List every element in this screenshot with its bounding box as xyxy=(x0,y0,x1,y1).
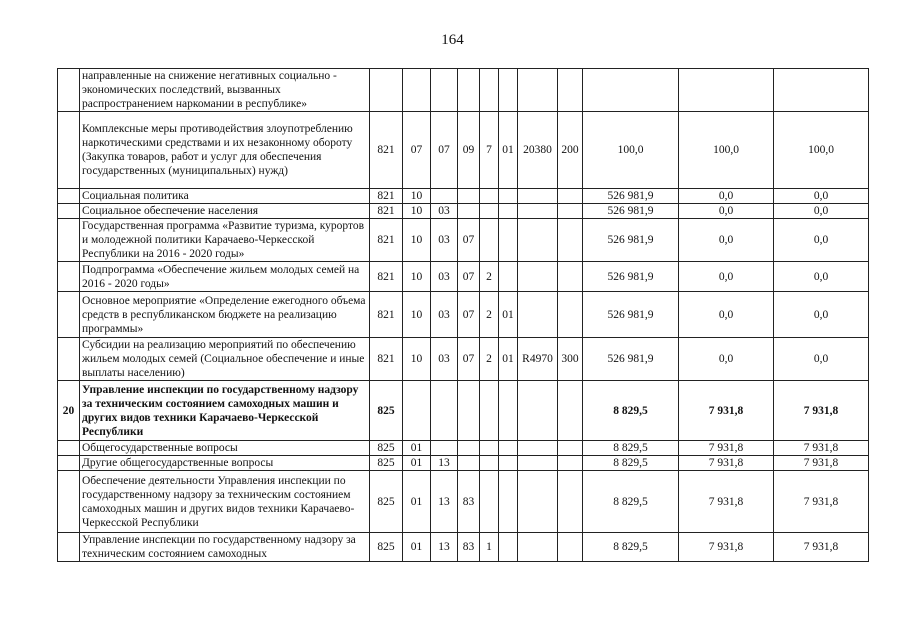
expense-type-code xyxy=(558,204,583,219)
row-number xyxy=(58,69,80,112)
direction-code xyxy=(518,69,558,112)
amount-year-3 xyxy=(774,69,869,112)
row-name: Комплексные меры противодействия злоупотреблению наркотическими средствами и их незаконному обороту (Закупка товаров, работ и услуг для обеспечения государственных (муниципальных) нужд) xyxy=(80,112,370,189)
row-name: Социальная политика xyxy=(80,189,370,204)
row-number xyxy=(58,204,80,219)
event-code xyxy=(499,189,518,204)
grbs-code: 821 xyxy=(370,219,403,262)
amount-year-1: 8 829,5 xyxy=(583,456,679,471)
amount-year-2: 0,0 xyxy=(679,338,774,381)
expense-type-code xyxy=(558,69,583,112)
row-number xyxy=(58,533,80,562)
expense-type-code xyxy=(558,456,583,471)
direction-code xyxy=(518,262,558,292)
row-number xyxy=(58,262,80,292)
section-code: 01 xyxy=(403,471,431,533)
direction-code xyxy=(518,292,558,338)
row-number xyxy=(58,219,80,262)
event-code: 01 xyxy=(499,292,518,338)
subprogram-code xyxy=(480,471,499,533)
subsection-code xyxy=(431,189,458,204)
subsection-code: 03 xyxy=(431,262,458,292)
amount-year-1: 526 981,9 xyxy=(583,204,679,219)
grbs-code: 821 xyxy=(370,338,403,381)
event-code xyxy=(499,204,518,219)
program-code: 09 xyxy=(458,112,480,189)
table-row xyxy=(58,338,869,381)
subsection-code xyxy=(431,441,458,456)
direction-code xyxy=(518,456,558,471)
row-name: Государственная программа «Развитие туризма, курортов и молодежной политики Карачаево-Черкесской Республики на 2016 - 2020 годы» xyxy=(80,219,370,262)
program-code: 07 xyxy=(458,338,480,381)
section-code: 10 xyxy=(403,189,431,204)
table-row xyxy=(58,112,869,189)
amount-year-3: 100,0 xyxy=(774,112,869,189)
amount-year-1: 100,0 xyxy=(583,112,679,189)
budget-table xyxy=(57,68,869,562)
amount-year-3: 7 931,8 xyxy=(774,441,869,456)
expense-type-code xyxy=(558,533,583,562)
program-code xyxy=(458,456,480,471)
amount-year-3: 7 931,8 xyxy=(774,533,869,562)
direction-code xyxy=(518,381,558,441)
amount-year-1: 8 829,5 xyxy=(583,381,679,441)
grbs-code: 821 xyxy=(370,189,403,204)
grbs-code: 825 xyxy=(370,456,403,471)
subprogram-code xyxy=(480,204,499,219)
section-code xyxy=(403,69,431,112)
expense-type-code: 300 xyxy=(558,338,583,381)
event-code xyxy=(499,471,518,533)
event-code xyxy=(499,456,518,471)
expense-type-code xyxy=(558,381,583,441)
expense-type-code xyxy=(558,189,583,204)
amount-year-2: 7 931,8 xyxy=(679,471,774,533)
row-name: Субсидии на реализацию мероприятий по обеспечению жильем молодых семей (Социальное обеспечение и иные выплаты населению) xyxy=(80,338,370,381)
subsection-code: 13 xyxy=(431,533,458,562)
page-number: 164 xyxy=(441,32,464,48)
amount-year-2: 0,0 xyxy=(679,189,774,204)
section-code: 07 xyxy=(403,112,431,189)
grbs-code: 825 xyxy=(370,533,403,562)
expense-type-code xyxy=(558,471,583,533)
amount-year-3: 0,0 xyxy=(774,262,869,292)
row-number xyxy=(58,292,80,338)
amount-year-3: 0,0 xyxy=(774,189,869,204)
grbs-code: 821 xyxy=(370,204,403,219)
amount-year-3: 0,0 xyxy=(774,219,869,262)
grbs-code xyxy=(370,69,403,112)
row-name: Социальное обеспечение населения xyxy=(80,204,370,219)
row-number xyxy=(58,441,80,456)
row-name: Управление инспекции по государственному надзору за техническим состоянием самоходных машин и других видов техники Карачаево-Черкесской Республики xyxy=(80,381,370,441)
program-code xyxy=(458,441,480,456)
grbs-code: 825 xyxy=(370,381,403,441)
amount-year-3: 7 931,8 xyxy=(774,456,869,471)
amount-year-1: 526 981,9 xyxy=(583,262,679,292)
row-number xyxy=(58,471,80,533)
subsection-code xyxy=(431,381,458,441)
subsection-code: 03 xyxy=(431,204,458,219)
expense-type-code xyxy=(558,441,583,456)
section-code xyxy=(403,381,431,441)
event-code xyxy=(499,533,518,562)
subprogram-code xyxy=(480,69,499,112)
direction-code xyxy=(518,533,558,562)
grbs-code: 821 xyxy=(370,112,403,189)
direction-code xyxy=(518,204,558,219)
program-code: 83 xyxy=(458,471,480,533)
amount-year-1: 526 981,9 xyxy=(583,292,679,338)
section-code: 01 xyxy=(403,533,431,562)
event-code xyxy=(499,219,518,262)
subsection-code: 13 xyxy=(431,471,458,533)
subprogram-code xyxy=(480,189,499,204)
table-row xyxy=(58,262,869,292)
program-code: 07 xyxy=(458,219,480,262)
amount-year-2: 0,0 xyxy=(679,292,774,338)
subsection-code: 07 xyxy=(431,112,458,189)
event-code: 01 xyxy=(499,112,518,189)
amount-year-2: 7 931,8 xyxy=(679,456,774,471)
subsection-code: 03 xyxy=(431,219,458,262)
subprogram-code xyxy=(480,381,499,441)
grbs-code: 821 xyxy=(370,262,403,292)
table-row xyxy=(58,471,869,533)
direction-code xyxy=(518,471,558,533)
amount-year-1: 526 981,9 xyxy=(583,338,679,381)
amount-year-2 xyxy=(679,69,774,112)
expense-type-code: 200 xyxy=(558,112,583,189)
table-row xyxy=(58,533,869,562)
section-code: 10 xyxy=(403,204,431,219)
program-code xyxy=(458,69,480,112)
event-code xyxy=(499,69,518,112)
row-number xyxy=(58,338,80,381)
program-code xyxy=(458,204,480,219)
program-code: 07 xyxy=(458,292,480,338)
expense-type-code xyxy=(558,292,583,338)
subprogram-code: 2 xyxy=(480,262,499,292)
amount-year-1: 526 981,9 xyxy=(583,219,679,262)
amount-year-2: 0,0 xyxy=(679,262,774,292)
event-code xyxy=(499,381,518,441)
program-code: 07 xyxy=(458,262,480,292)
subsection-code: 03 xyxy=(431,338,458,381)
amount-year-3: 0,0 xyxy=(774,338,869,381)
row-number: 20 xyxy=(58,381,80,441)
table-row xyxy=(58,204,869,219)
expense-type-code xyxy=(558,262,583,292)
row-name: направленные на снижение негативных социально - экономических последствий, вызванных распространением наркомании в республике» xyxy=(80,69,370,112)
subsection-code: 13 xyxy=(431,456,458,471)
subprogram-code xyxy=(480,441,499,456)
amount-year-2: 7 931,8 xyxy=(679,533,774,562)
table-row xyxy=(58,189,869,204)
row-name: Основное мероприятие «Определение ежегодного объема средств в республиканском бюджете на реализацию программы» xyxy=(80,292,370,338)
row-number xyxy=(58,112,80,189)
amount-year-2: 100,0 xyxy=(679,112,774,189)
amount-year-1: 8 829,5 xyxy=(583,533,679,562)
program-code: 83 xyxy=(458,533,480,562)
event-code: 01 xyxy=(499,338,518,381)
subprogram-code: 2 xyxy=(480,338,499,381)
amount-year-2: 7 931,8 xyxy=(679,381,774,441)
row-name: Подпрограмма «Обеспечение жильем молодых семей на 2016 - 2020 годы» xyxy=(80,262,370,292)
program-code xyxy=(458,381,480,441)
program-code xyxy=(458,189,480,204)
subprogram-code: 1 xyxy=(480,533,499,562)
section-code: 01 xyxy=(403,456,431,471)
amount-year-2: 0,0 xyxy=(679,219,774,262)
table-row xyxy=(58,381,869,441)
direction-code xyxy=(518,441,558,456)
section-code: 10 xyxy=(403,219,431,262)
table-row xyxy=(58,456,869,471)
direction-code xyxy=(518,189,558,204)
direction-code xyxy=(518,219,558,262)
amount-year-3: 0,0 xyxy=(774,292,869,338)
row-number xyxy=(58,456,80,471)
subsection-code xyxy=(431,69,458,112)
row-name: Общегосударственные вопросы xyxy=(80,441,370,456)
amount-year-2: 0,0 xyxy=(679,204,774,219)
row-name: Обеспечение деятельности Управления инспекции по государственному надзору за техническим состоянием самоходных машин и других видов техники Карачаево-Черкесской Республики xyxy=(80,471,370,533)
event-code xyxy=(499,441,518,456)
table-row xyxy=(58,219,869,262)
amount-year-1: 8 829,5 xyxy=(583,441,679,456)
amount-year-3: 0,0 xyxy=(774,204,869,219)
subprogram-code: 2 xyxy=(480,292,499,338)
grbs-code: 821 xyxy=(370,292,403,338)
subprogram-code: 7 xyxy=(480,112,499,189)
amount-year-2: 7 931,8 xyxy=(679,441,774,456)
amount-year-1 xyxy=(583,69,679,112)
row-name: Другие общегосударственные вопросы xyxy=(80,456,370,471)
table-row xyxy=(58,441,869,456)
section-code: 01 xyxy=(403,441,431,456)
amount-year-3: 7 931,8 xyxy=(774,381,869,441)
amount-year-1: 526 981,9 xyxy=(583,189,679,204)
amount-year-3: 7 931,8 xyxy=(774,471,869,533)
section-code: 10 xyxy=(403,292,431,338)
expense-type-code xyxy=(558,219,583,262)
direction-code: 20380 xyxy=(518,112,558,189)
row-number xyxy=(58,189,80,204)
subprogram-code xyxy=(480,456,499,471)
event-code xyxy=(499,262,518,292)
subprogram-code xyxy=(480,219,499,262)
amount-year-1: 8 829,5 xyxy=(583,471,679,533)
direction-code: R4970 xyxy=(518,338,558,381)
grbs-code: 825 xyxy=(370,471,403,533)
grbs-code: 825 xyxy=(370,441,403,456)
table-row xyxy=(58,292,869,338)
subsection-code: 03 xyxy=(431,292,458,338)
section-code: 10 xyxy=(403,262,431,292)
row-name: Управление инспекции по государственному надзору за техническим состоянием самоходных xyxy=(80,533,370,562)
table-row xyxy=(58,69,869,112)
section-code: 10 xyxy=(403,338,431,381)
